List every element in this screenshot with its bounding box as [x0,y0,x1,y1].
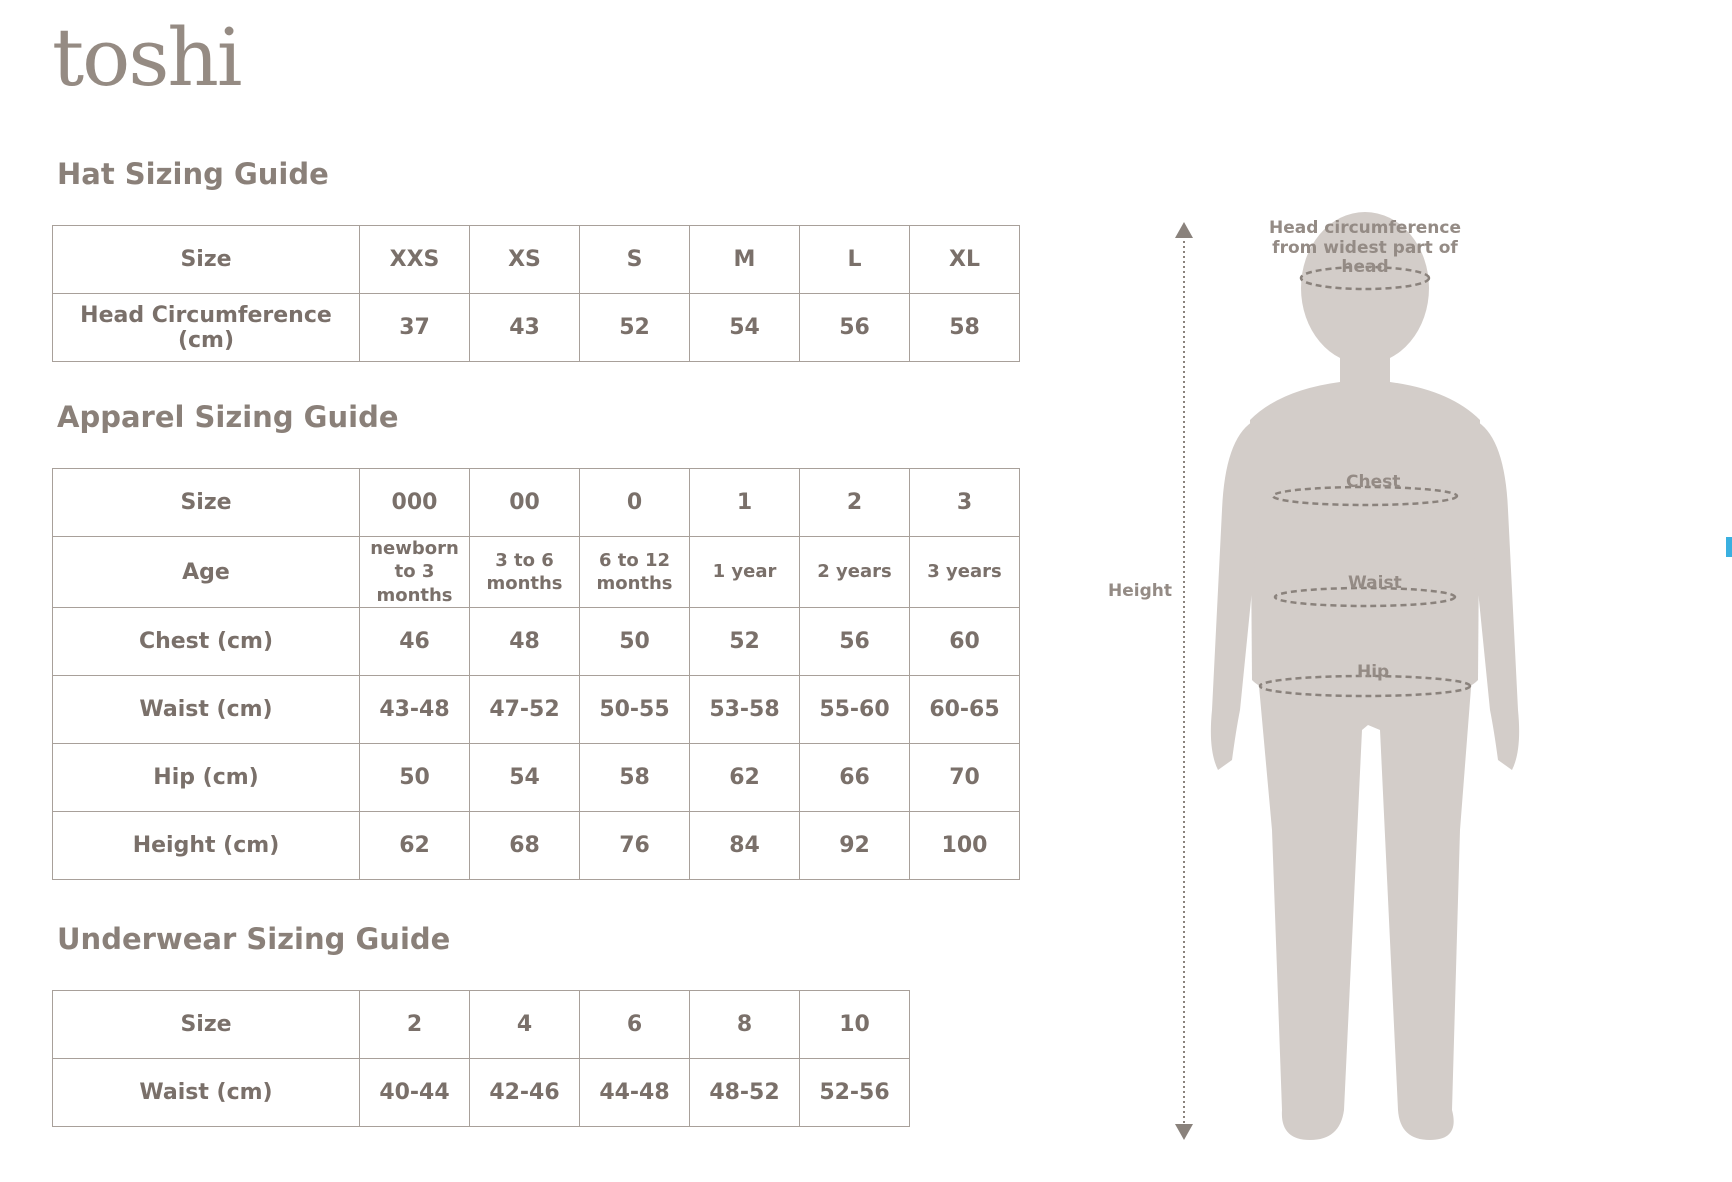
table-row [53,608,1020,676]
table-cell: 42-46 [470,1059,580,1127]
table-cell: 52 [690,608,800,676]
head-circumference-label: Head circumference from widest part of head [1268,218,1462,278]
table-cell: 3 years [910,537,1020,608]
table-cell: XS [470,226,580,294]
table-cell: 43 [470,294,580,362]
table-cell: 0 [580,469,690,537]
row-label: Size [53,469,360,537]
table-cell: M [690,226,800,294]
table-cell: 53-58 [690,676,800,744]
table-cell: 2 [360,991,470,1059]
table-cell: 58 [910,294,1020,362]
table-row [53,537,1020,608]
table-row [53,226,1020,294]
table-cell: 84 [690,812,800,880]
row-label: Size [53,991,360,1059]
child-silhouette-figure [1100,210,1560,1150]
table-cell: 46 [360,608,470,676]
child-silhouette-icon [1100,210,1560,1150]
table-cell: 92 [800,812,910,880]
table-cell: 50 [580,608,690,676]
table-cell: 47-52 [470,676,580,744]
table-cell: 43-48 [360,676,470,744]
table-cell: 4 [470,991,580,1059]
table-row [53,744,1020,812]
table-row [53,294,1020,362]
table-cell: 62 [690,744,800,812]
hip-label: Hip [1357,662,1390,682]
table-cell: 1 [690,469,800,537]
table-cell: 44-48 [580,1059,690,1127]
row-label: Hip (cm) [53,744,360,812]
apparel-size-table [52,468,1020,880]
brand-logo: toshi [52,11,241,104]
table-row [53,469,1020,537]
hat-guide-title: Hat Sizing Guide [57,157,329,191]
row-label: Age [53,537,360,608]
row-label: Waist (cm) [53,1059,360,1127]
table-cell: 40-44 [360,1059,470,1127]
row-label: Head Circumference (cm) [53,294,360,362]
table-cell: 2 [800,469,910,537]
table-cell: XL [910,226,1020,294]
chest-label: Chest [1346,472,1401,492]
table-cell: 70 [910,744,1020,812]
table-cell: 62 [360,812,470,880]
table-cell: 52-56 [800,1059,910,1127]
table-cell: 60-65 [910,676,1020,744]
table-row [53,991,910,1059]
table-cell: 66 [800,744,910,812]
table-cell: 58 [580,744,690,812]
table-cell: newborn to 3 months [360,537,470,608]
table-cell: 48-52 [690,1059,800,1127]
table-cell: 6 [580,991,690,1059]
table-cell: 60 [910,608,1020,676]
table-cell: 50 [360,744,470,812]
waist-label: Waist [1348,573,1402,593]
scroll-indicator [1726,537,1732,557]
underwear-guide-title: Underwear Sizing Guide [57,922,451,956]
table-cell: S [580,226,690,294]
table-row [53,676,1020,744]
table-cell: 10 [800,991,910,1059]
table-cell: 48 [470,608,580,676]
table-cell: 000 [360,469,470,537]
table-cell: 55-60 [800,676,910,744]
table-cell: 50-55 [580,676,690,744]
table-cell: 37 [360,294,470,362]
table-row [53,1059,910,1127]
row-label: Waist (cm) [53,676,360,744]
row-label: Chest (cm) [53,608,360,676]
table-cell: 00 [470,469,580,537]
hat-size-table [52,225,1020,362]
table-cell: 8 [690,991,800,1059]
table-cell: 6 to 12 months [580,537,690,608]
table-cell: 54 [470,744,580,812]
apparel-guide-title: Apparel Sizing Guide [57,400,399,434]
table-cell: XXS [360,226,470,294]
row-label: Height (cm) [53,812,360,880]
underwear-size-table [52,990,910,1127]
table-cell: 3 [910,469,1020,537]
table-cell: 3 to 6 months [470,537,580,608]
table-cell: 76 [580,812,690,880]
table-cell: 100 [910,812,1020,880]
table-cell: 56 [800,608,910,676]
table-cell: 2 years [800,537,910,608]
table-cell: 54 [690,294,800,362]
table-cell: 56 [800,294,910,362]
table-cell: 1 year [690,537,800,608]
row-label: Size [53,226,360,294]
table-cell: 52 [580,294,690,362]
table-row [53,812,1020,880]
height-label: Height [1108,581,1172,601]
table-cell: L [800,226,910,294]
table-cell: 68 [470,812,580,880]
